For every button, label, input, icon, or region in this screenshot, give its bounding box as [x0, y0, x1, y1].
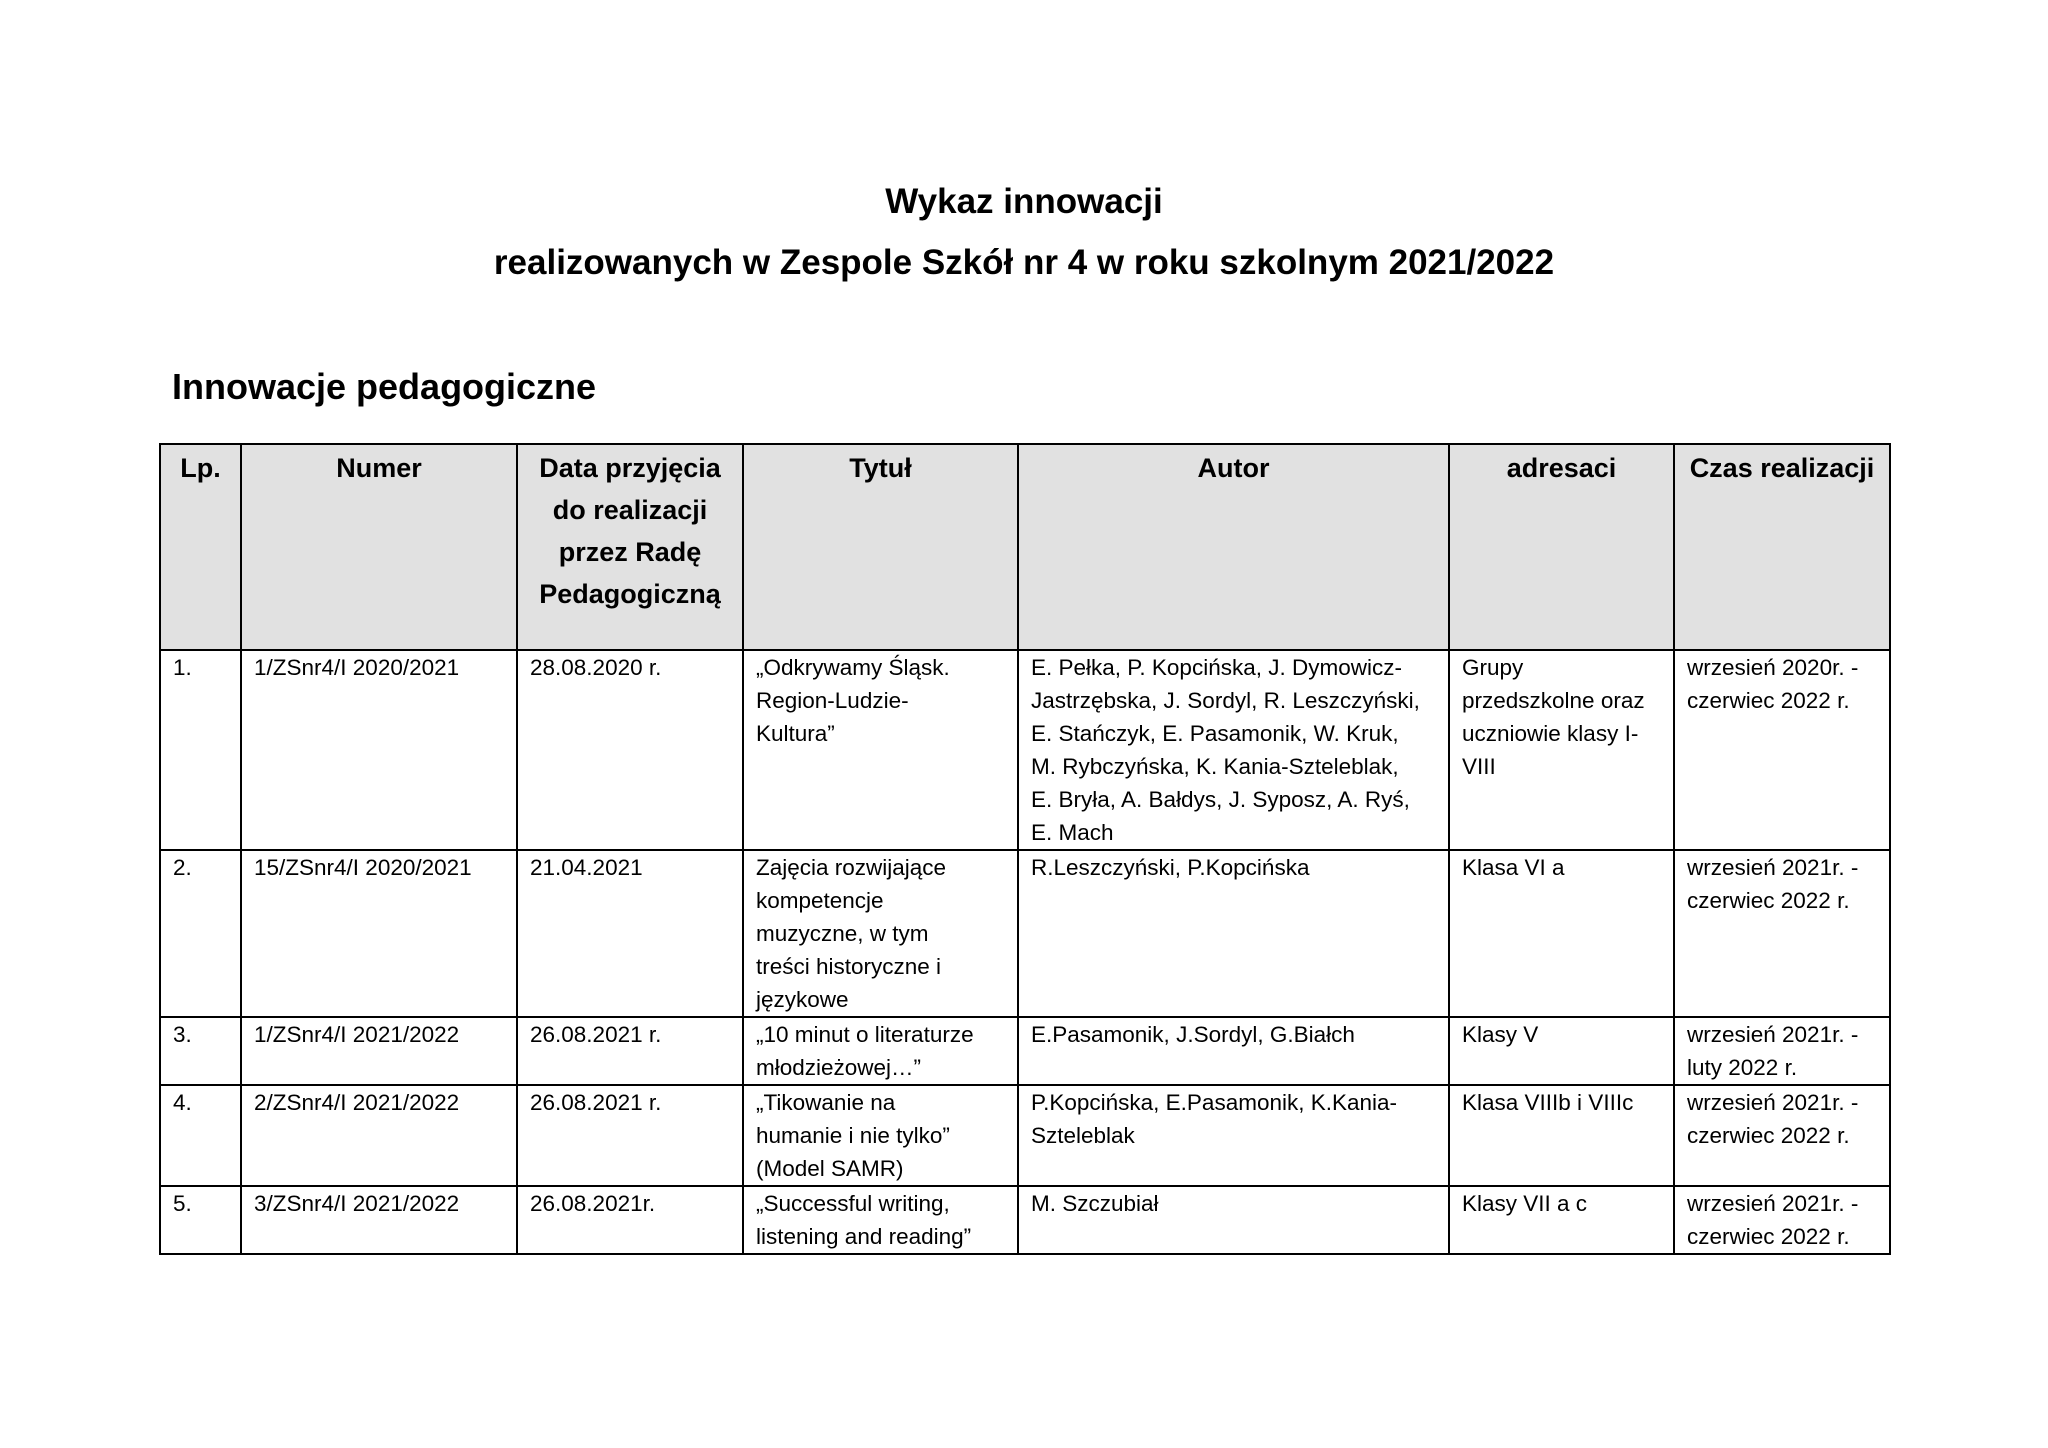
- header-adresaci: adresaci: [1449, 444, 1674, 650]
- cell-czas: wrzesień 2020r. - czerwiec 2022 r.: [1674, 650, 1890, 850]
- cell-autor: M. Szczubiał: [1018, 1186, 1449, 1254]
- cell-adresaci: Klasy V: [1449, 1017, 1674, 1085]
- table-row: [160, 1085, 1890, 1186]
- cell-adresaci: Klasy VII a c: [1449, 1186, 1674, 1254]
- cell-adresaci: Klasa VIIIb i VIIIc: [1449, 1085, 1674, 1186]
- cell-autor: E. Pełka, P. Kopcińska, J. Dymowicz- Jastrzębska, J. Sordyl, R. Leszczyński, E. Stańczyk, E. Pasamonik, W. Kruk, M. Rybczyńska, K. Kania-Szteleblak, E. Bryła, A. Bałdys, J. Syposz, A. Ryś, E. Mach: [1018, 650, 1449, 850]
- header-numer: Numer: [241, 444, 517, 650]
- cell-data: 26.08.2021 r.: [517, 1085, 743, 1186]
- cell-tytul: „Successful writing, listening and reading”: [743, 1186, 1018, 1254]
- cell-data: 26.08.2021r.: [517, 1186, 743, 1254]
- document-title: Wykaz innowacji: [885, 182, 1163, 221]
- cell-czas: wrzesień 2021r. - czerwiec 2022 r.: [1674, 1186, 1890, 1254]
- cell-autor: P.Kopcińska, E.Pasamonik, K.Kania- Szteleblak: [1018, 1085, 1449, 1186]
- header-autor: Autor: [1018, 444, 1449, 650]
- innovations-table: [159, 443, 1891, 1255]
- header-data: Data przyjęcia do realizacji przez Radę Pedagogiczną: [517, 444, 743, 650]
- cell-tytul: „10 minut o literaturze młodzieżowej…”: [743, 1017, 1018, 1085]
- header-lp: Lp.: [160, 444, 241, 650]
- cell-czas: wrzesień 2021r. - czerwiec 2022 r.: [1674, 1085, 1890, 1186]
- table-header-row: [160, 444, 1890, 650]
- section-heading: Innowacje pedagogiczne: [172, 366, 597, 407]
- cell-numer: 2/ZSnr4/I 2021/2022: [241, 1085, 517, 1186]
- cell-lp: 5.: [160, 1186, 241, 1254]
- cell-tytul: „Odkrywamy Śląsk. Region-Ludzie- Kultura”: [743, 650, 1018, 850]
- cell-tytul: „Tikowanie na humanie i nie tylko” (Model SAMR): [743, 1085, 1018, 1186]
- cell-numer: 1/ZSnr4/I 2021/2022: [241, 1017, 517, 1085]
- cell-numer: 1/ZSnr4/I 2020/2021: [241, 650, 517, 850]
- cell-autor: E.Pasamonik, J.Sordyl, G.Białch: [1018, 1017, 1449, 1085]
- cell-lp: 3.: [160, 1017, 241, 1085]
- cell-tytul: Zajęcia rozwijające kompetencje muzyczne, w tym treści historyczne i językowe: [743, 850, 1018, 1017]
- cell-czas: wrzesień 2021r. - luty 2022 r.: [1674, 1017, 1890, 1085]
- cell-numer: 15/ZSnr4/I 2020/2021: [241, 850, 517, 1017]
- cell-lp: 4.: [160, 1085, 241, 1186]
- cell-adresaci: Klasa VI a: [1449, 850, 1674, 1017]
- header-tytul: Tytuł: [743, 444, 1018, 650]
- table-row: [160, 850, 1890, 1017]
- cell-czas: wrzesień 2021r. - czerwiec 2022 r.: [1674, 850, 1890, 1017]
- cell-data: 21.04.2021: [517, 850, 743, 1017]
- cell-lp: 2.: [160, 850, 241, 1017]
- table-row: [160, 650, 1890, 850]
- cell-adresaci: Grupy przedszkolne oraz uczniowie klasy I- VIII: [1449, 650, 1674, 850]
- cell-data: 26.08.2021 r.: [517, 1017, 743, 1085]
- cell-data: 28.08.2020 r.: [517, 650, 743, 850]
- table-row: [160, 1186, 1890, 1254]
- document-subtitle: realizowanych w Zespole Szkół nr 4 w roku szkolnym 2021/2022: [493, 243, 1555, 282]
- cell-autor: R.Leszczyński, P.Kopcińska: [1018, 850, 1449, 1017]
- table-row: [160, 1017, 1890, 1085]
- cell-numer: 3/ZSnr4/I 2021/2022: [241, 1186, 517, 1254]
- header-czas: Czas realizacji: [1674, 444, 1890, 650]
- cell-lp: 1.: [160, 650, 241, 850]
